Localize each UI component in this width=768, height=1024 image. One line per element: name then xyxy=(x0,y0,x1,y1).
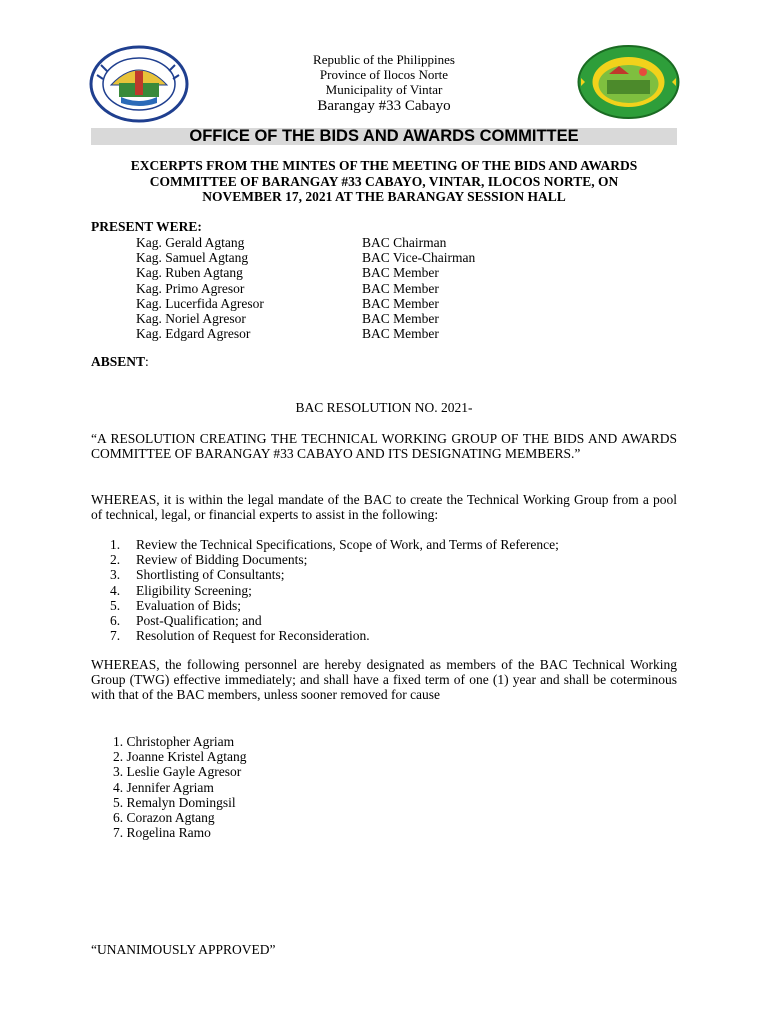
list-item: 5. Remalyn Domingsil xyxy=(113,794,236,810)
barangay-cabayo-seal-logo xyxy=(577,44,680,120)
list-item: 4. Eligibility Screening; xyxy=(110,582,252,598)
resolution-number: BAC RESOLUTION NO. 2021- xyxy=(295,400,473,415)
list-item: 3. Leslie Gayle Agresor xyxy=(113,764,242,780)
barangay-line: Barangay #33 Cabayo xyxy=(317,98,451,114)
excerpt-line-3: NOVEMBER 17, 2021 AT THE BARANGAY SESSION HALL xyxy=(202,189,566,204)
member-role: BAC Member xyxy=(362,311,439,327)
list-item: 3. Shortlisting of Consultants; xyxy=(110,567,285,583)
member-role: BAC Member xyxy=(362,326,439,342)
member-row xyxy=(136,265,475,280)
member-role: BAC Vice-Chairman xyxy=(362,250,476,266)
member-row xyxy=(136,235,475,250)
member-name: Kag. Gerald Agtang xyxy=(136,235,245,250)
twg-members-list xyxy=(113,734,246,840)
twg-functions-list xyxy=(110,537,559,643)
absent-line xyxy=(91,354,149,370)
member-name: Kag. Edgard Agresor xyxy=(136,326,251,342)
member-role: BAC Chairman xyxy=(362,235,447,250)
present-label: PRESENT WERE: xyxy=(91,219,202,234)
absent-label: ABSENT xyxy=(91,354,146,369)
unanimously-approved: “UNANIMOUSLY APPROVED” xyxy=(91,942,276,957)
member-row xyxy=(136,281,475,296)
list-item: 4. Jennifer Agriam xyxy=(113,779,214,795)
whereas-paragraph-2: WHEREAS, the following personnel are hereby designated as members of the BAC Technical Working Group (TWG) effective immediately; and shall have a fixed term of one (1) year and shall be coterminous with that of the BAC members, unless sooner removed for cause xyxy=(91,657,677,703)
excerpt-line-1: EXCERPTS FROM THE MINTES OF THE MEETING OF THE BIDS AND AWARDS xyxy=(130,158,638,173)
member-name: Kag. Noriel Agresor xyxy=(136,311,246,327)
member-name: Kag. Lucerfida Agresor xyxy=(136,295,264,311)
republic-line: Republic of the Philippines xyxy=(313,52,455,67)
list-item: 7. Rogelina Ramo xyxy=(113,825,211,841)
excerpt-line-2: COMMITTEE OF BARANGAY #33 CABAYO, VINTAR, ILOCOS NORTE, ON xyxy=(149,173,619,189)
member-role: BAC Member xyxy=(362,265,439,281)
municipality-line: Municipality of Vintar xyxy=(325,82,443,97)
member-name: Kag. Ruben Agtang xyxy=(136,265,243,281)
list-item: 5. Evaluation of Bids; xyxy=(110,597,241,613)
member-row xyxy=(136,296,475,311)
list-item: 2. Review of Bidding Documents; xyxy=(110,552,308,568)
excerpt-heading xyxy=(91,158,677,205)
member-row xyxy=(136,311,475,326)
list-item: 2. Joanne Kristel Agtang xyxy=(113,749,247,765)
resolution-title: “A RESOLUTION CREATING THE TECHNICAL WORKING GROUP OF THE BIDS AND AWARDS COMMITTEE OF BARANGAY #33 CABAYO AND ITS DESIGNATING MEMBERS.” xyxy=(91,431,677,462)
whereas-paragraph-1: WHEREAS, it is within the legal mandate of the BAC to create the Technical Working Group from a pool of technical, legal, or financial experts to assist in the following: xyxy=(91,492,677,523)
member-row xyxy=(136,326,475,341)
office-title: OFFICE OF THE BIDS AND AWARDS COMMITTEE xyxy=(91,128,677,145)
list-item: 6. Corazon Agtang xyxy=(113,810,215,826)
list-item: 1. Christopher Agriam xyxy=(113,734,235,749)
member-role: BAC Member xyxy=(362,280,439,296)
list-item: 6. Post-Qualification; and xyxy=(110,613,262,629)
member-row xyxy=(136,250,475,265)
member-name: Kag. Primo Agresor xyxy=(136,280,245,296)
absent-colon: : xyxy=(145,354,149,369)
province-line: Province of Ilocos Norte xyxy=(319,67,449,82)
list-item: 1. Review the Technical Specifications, Scope of Work, and Terms of Reference; xyxy=(110,537,559,552)
member-name: Kag. Samuel Agtang xyxy=(136,250,249,266)
present-members-list xyxy=(136,235,475,341)
list-item: 7. Resolution of Request for Reconsideration. xyxy=(110,628,370,644)
member-role: BAC Member xyxy=(362,295,439,311)
